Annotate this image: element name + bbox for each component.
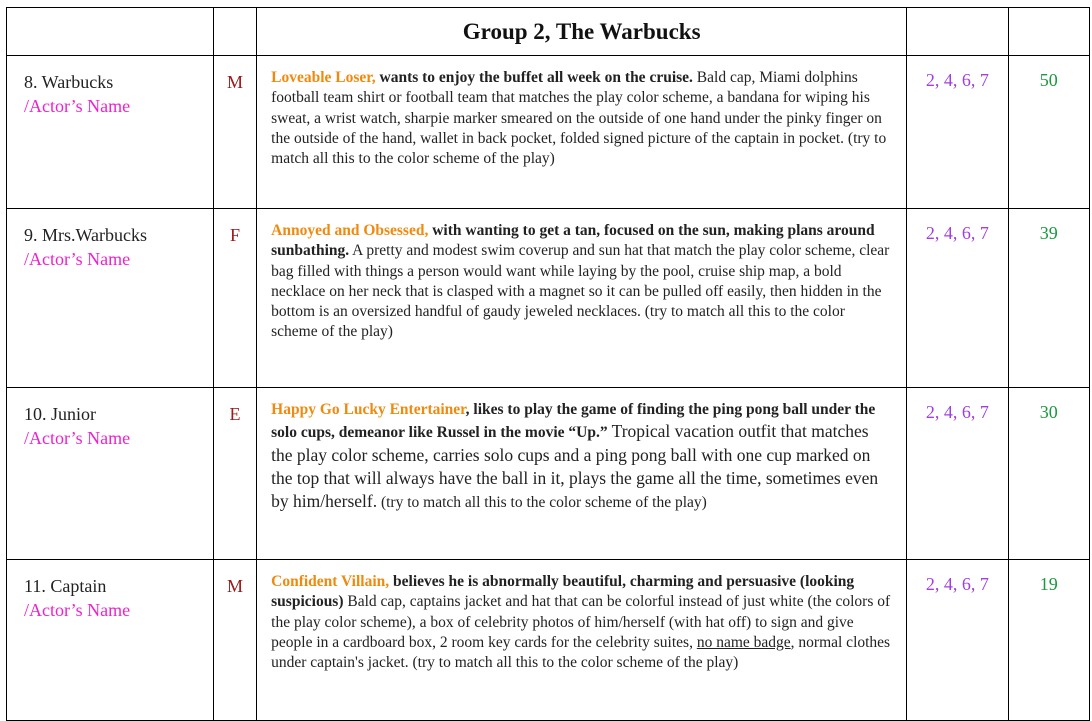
- gender: M: [213, 560, 256, 721]
- costume-text: A pretty and modest swim coverup and sun hat that match the play color scheme, clear bag filled with things a person would want while laying by the pool, cruise ship map, a bold necklace on her neck that is clasped with a magnet so it can be pulled off easily, then hidden in the bottom is an oversized handful of gaudy jeweled necklaces. (try to match all this to the color scheme of the play): [271, 242, 890, 341]
- line-count: 19: [1008, 560, 1089, 721]
- header-cell-empty: [1008, 8, 1089, 56]
- character-name: 11. Captain: [24, 576, 107, 596]
- actor-name-placeholder: /Actor’s Name: [24, 600, 131, 620]
- costume-text: (try to match all this to the color scheme of the play): [377, 494, 707, 512]
- character-description: [257, 209, 907, 388]
- table-row: [7, 560, 1090, 721]
- gender: F: [213, 209, 256, 388]
- costume-text-end: , normal clothes under captain's jacket. (try to match all this to the color scheme of the play): [271, 633, 891, 672]
- trait-detail: believes he is abnormally beautiful, charming and persuasive (looking suspicious): [271, 573, 855, 611]
- group-title: Group 2, The Warbucks: [257, 8, 907, 56]
- actor-name-placeholder: /Actor’s Name: [24, 96, 131, 116]
- scene-numbers: 2, 4, 6, 7: [907, 560, 1008, 721]
- table-row: [7, 56, 1090, 209]
- scene-numbers: 2, 4, 6, 7: [907, 388, 1008, 560]
- trait-detail: wants to enjoy the buffet all week on the cruise.: [375, 69, 693, 86]
- character-name-cell: [7, 388, 214, 560]
- table-row: [7, 209, 1090, 388]
- header-cell-empty: [213, 8, 256, 56]
- character-name-cell: [7, 209, 214, 388]
- header-cell-empty: [7, 8, 214, 56]
- actor-name-placeholder: /Actor’s Name: [24, 428, 131, 448]
- trait-label: Loveable Loser,: [271, 69, 376, 86]
- line-count: 39: [1008, 209, 1089, 388]
- underlined-text: no name badge: [696, 633, 791, 651]
- character-name-cell: [7, 560, 214, 721]
- character-table: [6, 7, 1090, 721]
- costume-text-large: Tropical vacation outfit that matches the play color scheme, carries solo cups and a ping pong ball with one cup marked on the top that will always have the ball in it, plays the game all the time, sometimes even by him/herself.: [271, 421, 879, 512]
- gender: M: [213, 56, 256, 209]
- scene-numbers: 2, 4, 6, 7: [907, 56, 1008, 209]
- line-count: 50: [1008, 56, 1089, 209]
- character-description: [257, 388, 907, 560]
- character-name: 10. Junior: [24, 404, 96, 424]
- character-name-cell: [7, 56, 214, 209]
- character-description: [257, 560, 907, 721]
- header-cell-empty: [907, 8, 1008, 56]
- header-row: [7, 8, 1090, 56]
- trait-label: Annoyed and Obsessed,: [271, 222, 429, 239]
- line-count: 30: [1008, 388, 1089, 560]
- actor-name-placeholder: /Actor’s Name: [24, 249, 131, 269]
- character-name: 9. Mrs.Warbucks: [24, 225, 148, 245]
- trait-detail: with wanting to get a tan, focused on the sun, making plans around sunbathing.: [271, 222, 875, 260]
- table-row: [7, 388, 1090, 560]
- trait-label: Confident Villain,: [271, 573, 390, 590]
- trait-label: Happy Go Lucky Entertainer: [271, 401, 466, 418]
- costume-text: Bald cap, captains jacket and hat that can be colorful instead of just white (the colors of the play color scheme), a box of celebrity photos of him/herself (with hat off) to sign and give people in a cardboard box, 2 room key cards for the celebrity suites,: [271, 593, 891, 651]
- character-description: [257, 56, 907, 209]
- trait-detail: , likes to play the game of finding the ping pong ball under the solo cups, demeanor like Russel in the movie “Up.”: [271, 401, 876, 442]
- scene-numbers: 2, 4, 6, 7: [907, 209, 1008, 388]
- character-name: 8. Warbucks: [24, 72, 114, 92]
- gender: E: [213, 388, 256, 560]
- costume-text: Bald cap, Miami dolphins football team shirt or football team that matches the play color scheme, a bandana for wiping his sweat, a wrist watch, sharpie marker smeared on the outside of one hand under the pinky finger on the outside of the hand, wallet in back pocket, folded signed picture of the captain in pocket. (try to match all this to the color scheme of the play): [271, 69, 887, 168]
